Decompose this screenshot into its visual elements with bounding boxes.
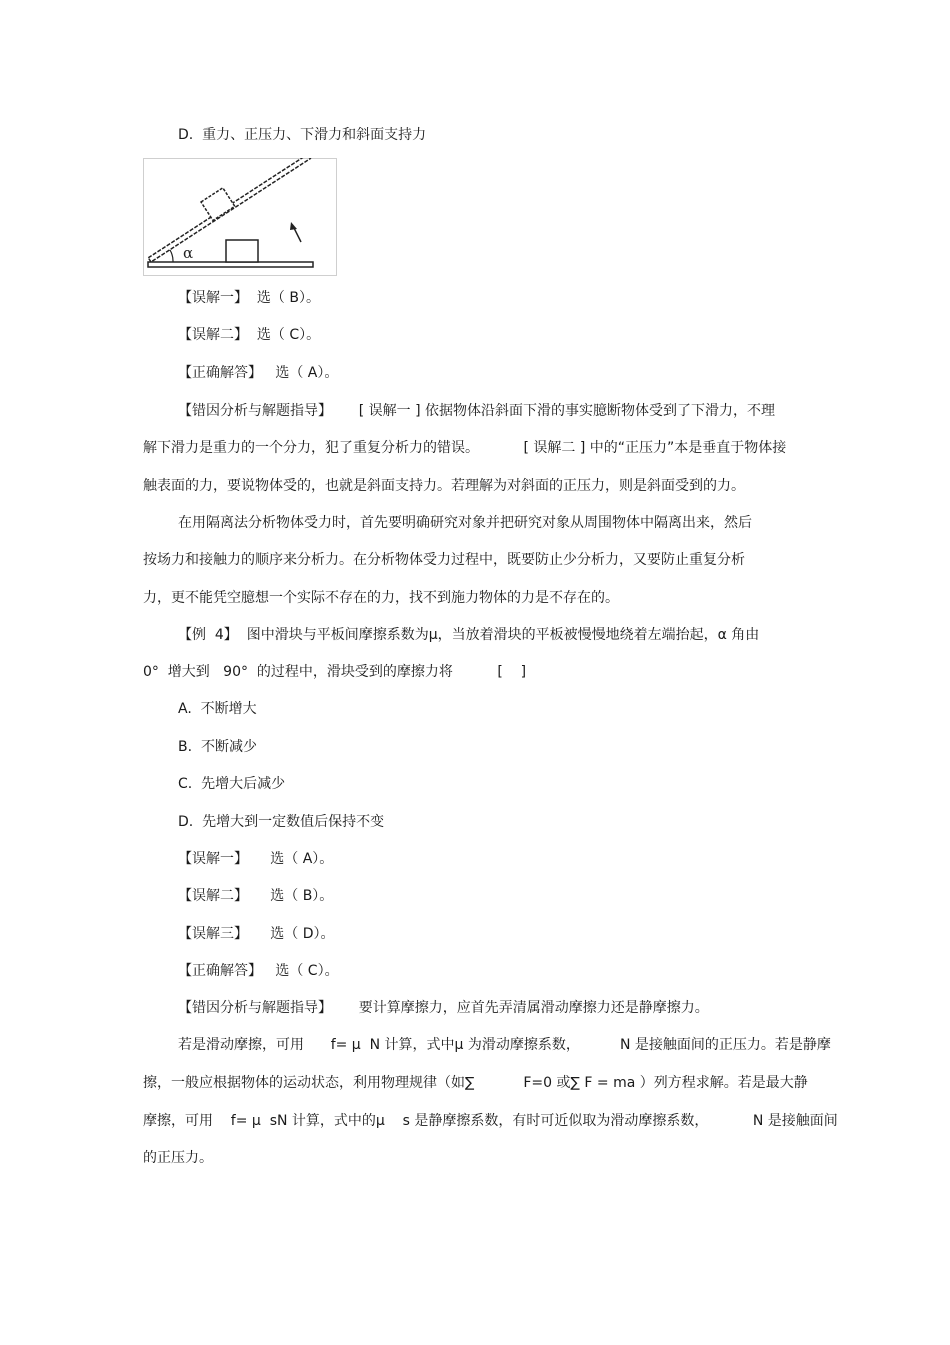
ex4-option-a: A. 不断增大: [178, 701, 257, 717]
ex4-question-1: 【例 4】 图中滑块与平板间摩擦系数为μ，当放着滑块的平板被慢慢地绕着左端抬起，α 角由: [178, 627, 760, 643]
ex4-wrong2: 【误解二】 选（ B）。: [178, 888, 334, 904]
option-d-prev: D. 重力、正压力、下滑力和斜面支持力: [178, 127, 427, 143]
ex3-wrong1: 【误解一】 选（ B）。: [178, 290, 320, 306]
ex4-option-c: C. 先增大后减少: [178, 776, 286, 792]
ex4-paragraph-1: 若是滑动摩擦，可用 f= μ N 计算，式中μ 为滑动摩擦系数， N 是接触面间的正压力。若是静摩: [178, 1037, 831, 1053]
angle-label: α: [183, 244, 194, 262]
ex4-option-b: B. 不断减少: [178, 739, 257, 755]
ex4-option-d: D. 先增大到一定数值后保持不变: [178, 814, 385, 830]
ex3-wrong2: 【误解二】 选（ C）。: [178, 327, 321, 343]
ex4-paragraph-4: 的正压力。: [143, 1150, 213, 1166]
ex4-question-2: 0° 增大到 90° 的过程中，滑块受到的摩擦力将 [ ]: [143, 664, 527, 680]
ex4-wrong3: 【误解三】 选（ D）。: [178, 926, 335, 942]
ex4-analysis: 【错因分析与解题指导】 要计算摩擦力，应首先弄清属滑动摩擦力还是静摩擦力。: [178, 1000, 709, 1016]
ex4-paragraph-3: 摩擦，可用 f= μ sN 计算，式中的μ s 是静摩擦系数，有时可近似取为滑动摩擦系数， N 是接触面间: [143, 1113, 838, 1129]
ex3-paragraph-1: 在用隔离法分析物体受力时，首先要明确研究对象并把研究对象从周围物体中隔离出来，然后: [178, 515, 752, 531]
ex3-analysis-1: 【错因分析与解题指导】 [ 误解一 ] 依据物体沿斜面下滑的事实臆断物体受到了下滑力，不理: [178, 403, 775, 419]
ex3-paragraph-2: 按场力和接触力的顺序来分析力。在分析物体受力过程中，既要防止少分析力，又要防止重复分析: [143, 552, 745, 568]
ex3-correct: 【正确解答】 选（ A）。: [178, 365, 339, 381]
ex4-wrong1: 【误解一】 选（ A）。: [178, 851, 334, 867]
incline-diagram: [143, 158, 337, 276]
ex3-analysis-3: 触表面的力，要说物体受的，也就是斜面支持力。若理解为对斜面的正压力，则是斜面受到的力。: [143, 478, 745, 494]
ex3-paragraph-3: 力，更不能凭空臆想一个实际不存在的力，找不到施力物体的力是不存在的。: [143, 590, 619, 606]
ex4-correct: 【正确解答】 选（ C）。: [178, 963, 339, 979]
ex4-paragraph-2: 擦，一般应根据物体的运动状态，利用物理规律（如∑ F=0 或∑ F = ma ）列方程求解。若是最大静: [143, 1075, 808, 1091]
ex3-analysis-2: 解下滑力是重力的一个分力，犯了重复分析力的错误。 [ 误解二 ] 中的“正压力”本是垂直于物体接: [143, 440, 787, 456]
